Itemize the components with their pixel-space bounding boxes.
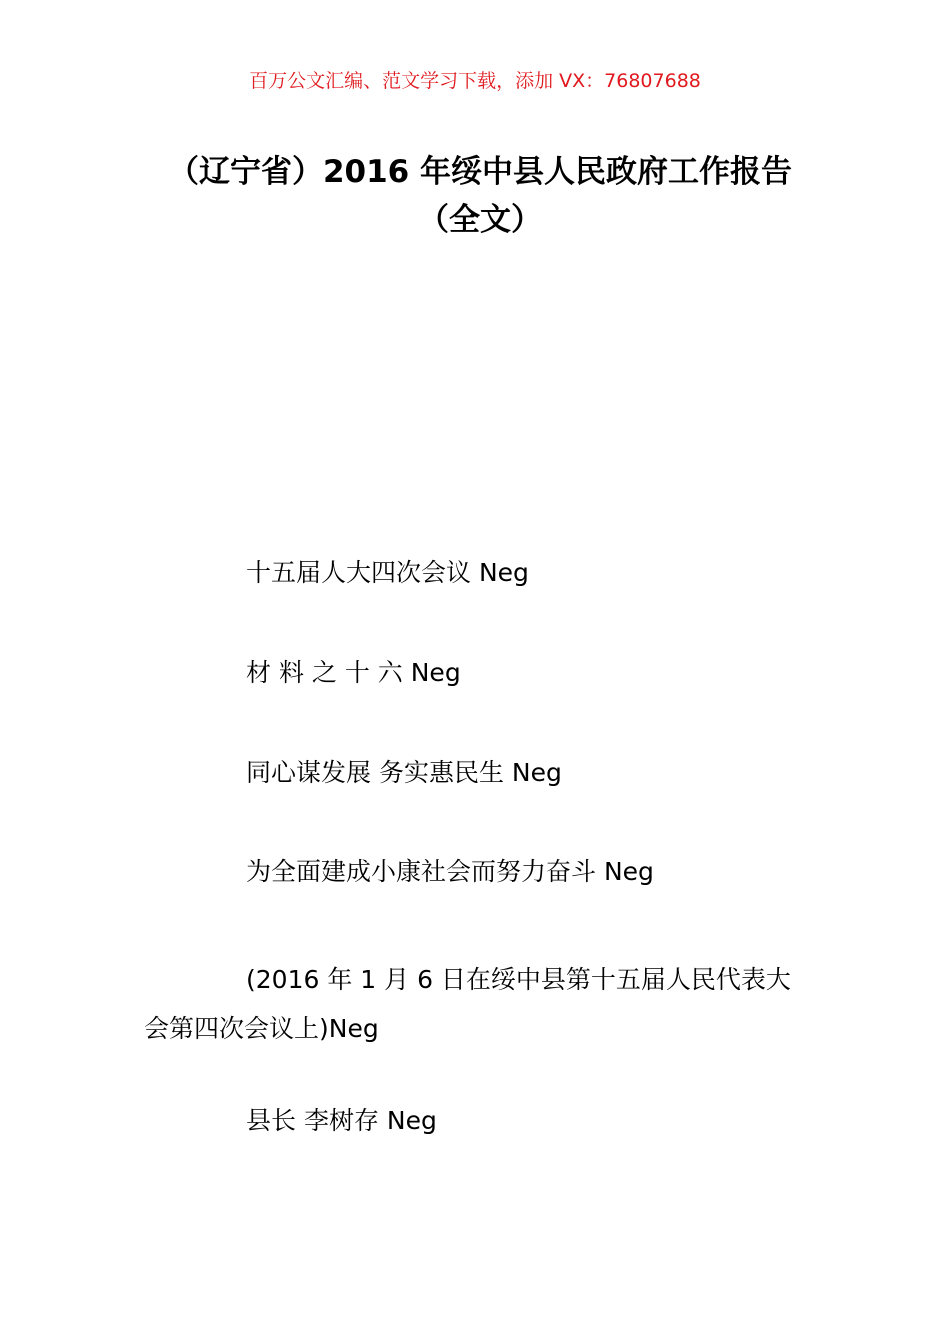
material-number-line: 材 料 之 十 六 Neg [246, 658, 461, 687]
report-subtitle-line: 同心谋发展 务实惠民生 Neg [246, 758, 562, 787]
report-slogan-line: 为全面建成小康社会而努力奋斗 Neg [246, 857, 654, 886]
session-line: 十五届人大四次会议 Neg [246, 558, 529, 587]
document-title: （辽宁省）2016 年绥中县人民政府工作报告（全文） [167, 154, 793, 238]
speaker-line: 县长 李树存 Neg [246, 1106, 437, 1135]
date-venue-paragraph: (2016 年 1 月 6 日在绥中县第十五届人民代表大会第四次会议上)Neg [144, 965, 791, 1043]
header-watermark-note: 百万公文汇编、范文学习下载，添加 VX：76807688 [249, 70, 701, 92]
